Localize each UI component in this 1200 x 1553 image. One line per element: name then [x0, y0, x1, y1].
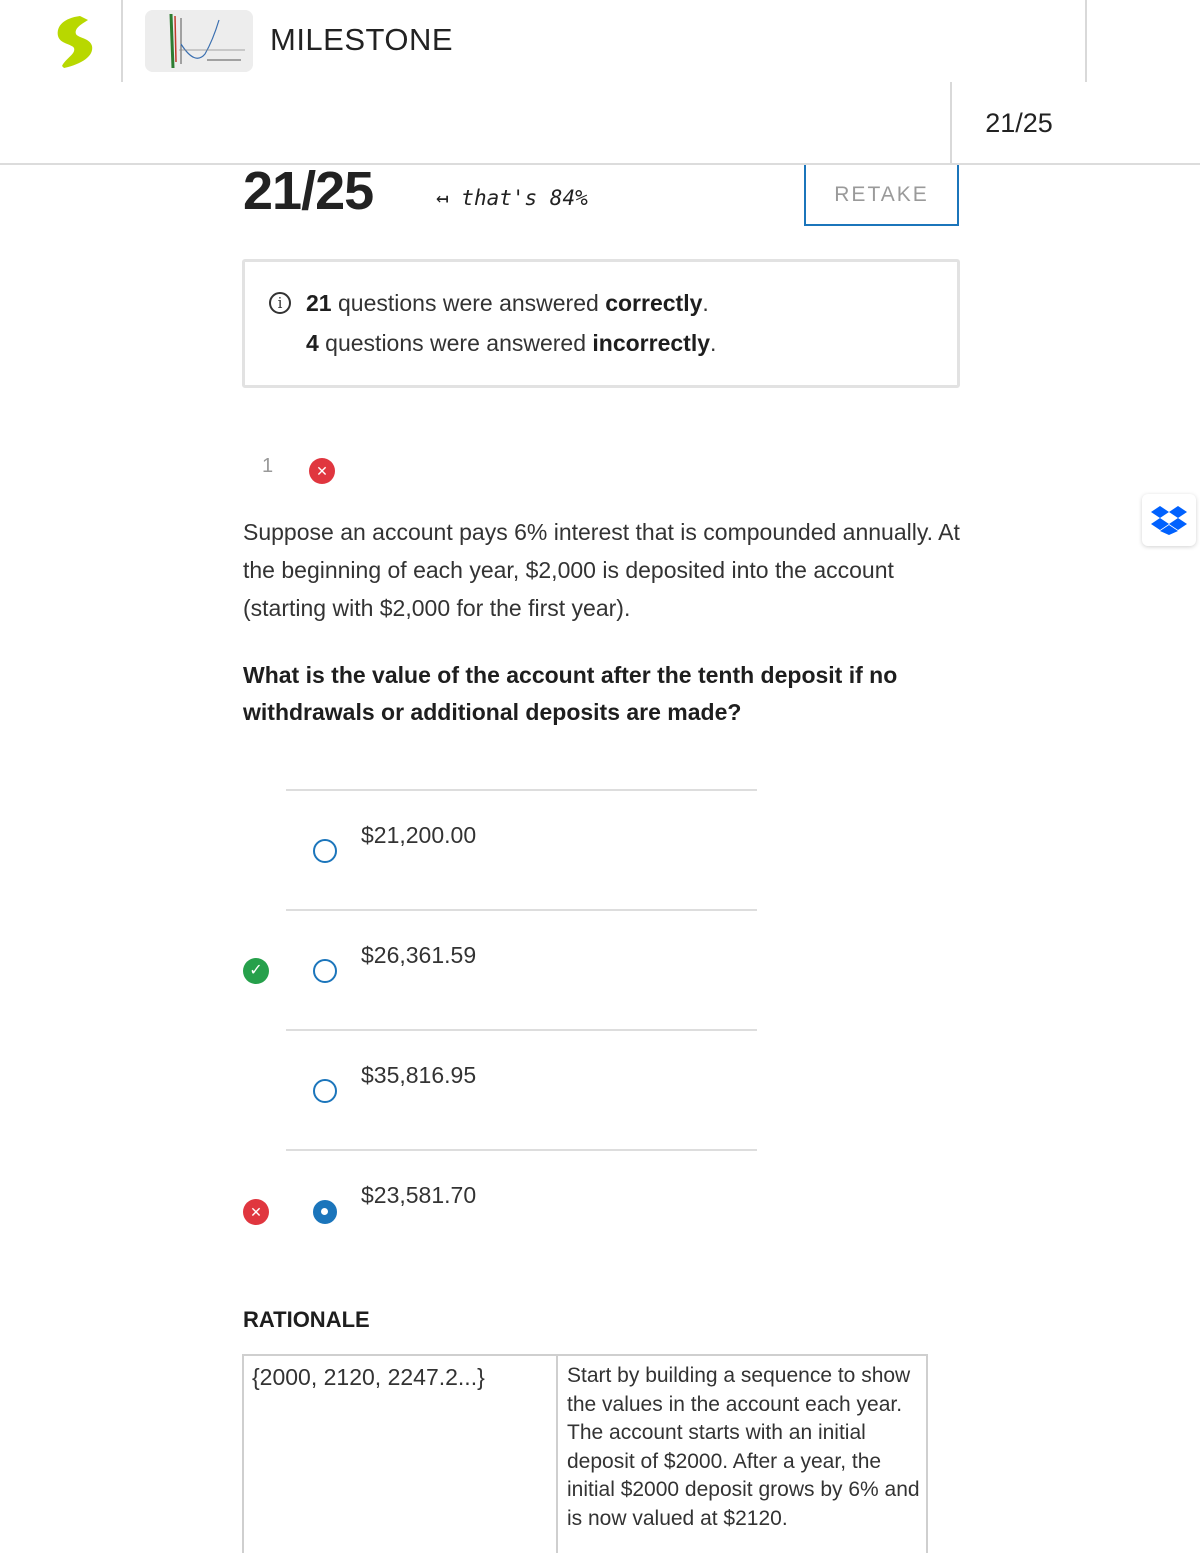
sophia-logo-icon[interactable]: [54, 14, 98, 70]
summary-incorrect-line: 4 questions were answered incorrectly.: [306, 330, 717, 356]
rationale-table: [242, 1354, 928, 1553]
incorrect-icon: ✕: [243, 1199, 269, 1225]
rationale-explanation-cell: Start by building a sequence to show the values in the account each year. The account starts with an initial deposit of $2000. After a year, the initial $2000 deposit grows by 6% and is now valued at $2120.: [567, 1364, 920, 1530]
course-thumbnail: [145, 10, 253, 72]
rationale-sequence-cell: {2000, 2120, 2247.2...}: [252, 1364, 485, 1390]
option-divider: [286, 1149, 757, 1151]
incorrect-icon: ✕: [309, 458, 335, 484]
score-percent-note: that's 84%: [461, 186, 588, 210]
score-annotation: [436, 186, 588, 210]
summary-correct-line: 21 questions were answered correctly.: [306, 290, 709, 316]
question-text: Suppose an account pays 6% interest that is compounded annually. At the beginning of each year, $2,000 is deposited into the account (starting with $2,000 for the first year).: [243, 519, 960, 621]
option-label: $21,200.00: [361, 822, 477, 848]
option-divider: [286, 1029, 757, 1031]
info-icon: i: [269, 292, 291, 314]
arrow-left-icon: ↤: [436, 186, 462, 210]
question-prompt: What is the value of the account after the tenth deposit if no withdrawals or additional deposits are made?: [243, 662, 898, 725]
retake-button[interactable]: RETAKE: [804, 165, 959, 226]
option-label: $26,361.59: [361, 942, 477, 968]
table-column-divider: [556, 1356, 558, 1553]
option-radio[interactable]: [313, 959, 337, 983]
option-radio-selected[interactable]: [313, 1200, 337, 1224]
option-radio[interactable]: [313, 839, 337, 863]
header-bottom-border: [0, 163, 1200, 165]
question-number: 1: [262, 455, 274, 477]
header-divider-right: [1085, 0, 1087, 82]
dropbox-icon[interactable]: [1142, 494, 1196, 546]
correct-check-icon: ✓: [243, 958, 269, 984]
option-label: $23,581.70: [361, 1182, 477, 1208]
header-divider: [121, 0, 123, 82]
header-score: 21/25: [985, 108, 1053, 138]
option-radio[interactable]: [313, 1079, 337, 1103]
results-summary: [242, 259, 960, 388]
score-value: 21/25: [243, 161, 374, 221]
app-title: MILESTONE: [270, 22, 454, 57]
option-divider: [286, 789, 757, 791]
rationale-heading: RATIONALE: [243, 1307, 370, 1332]
option-label: $35,816.95: [361, 1062, 477, 1088]
option-divider: [286, 909, 757, 911]
